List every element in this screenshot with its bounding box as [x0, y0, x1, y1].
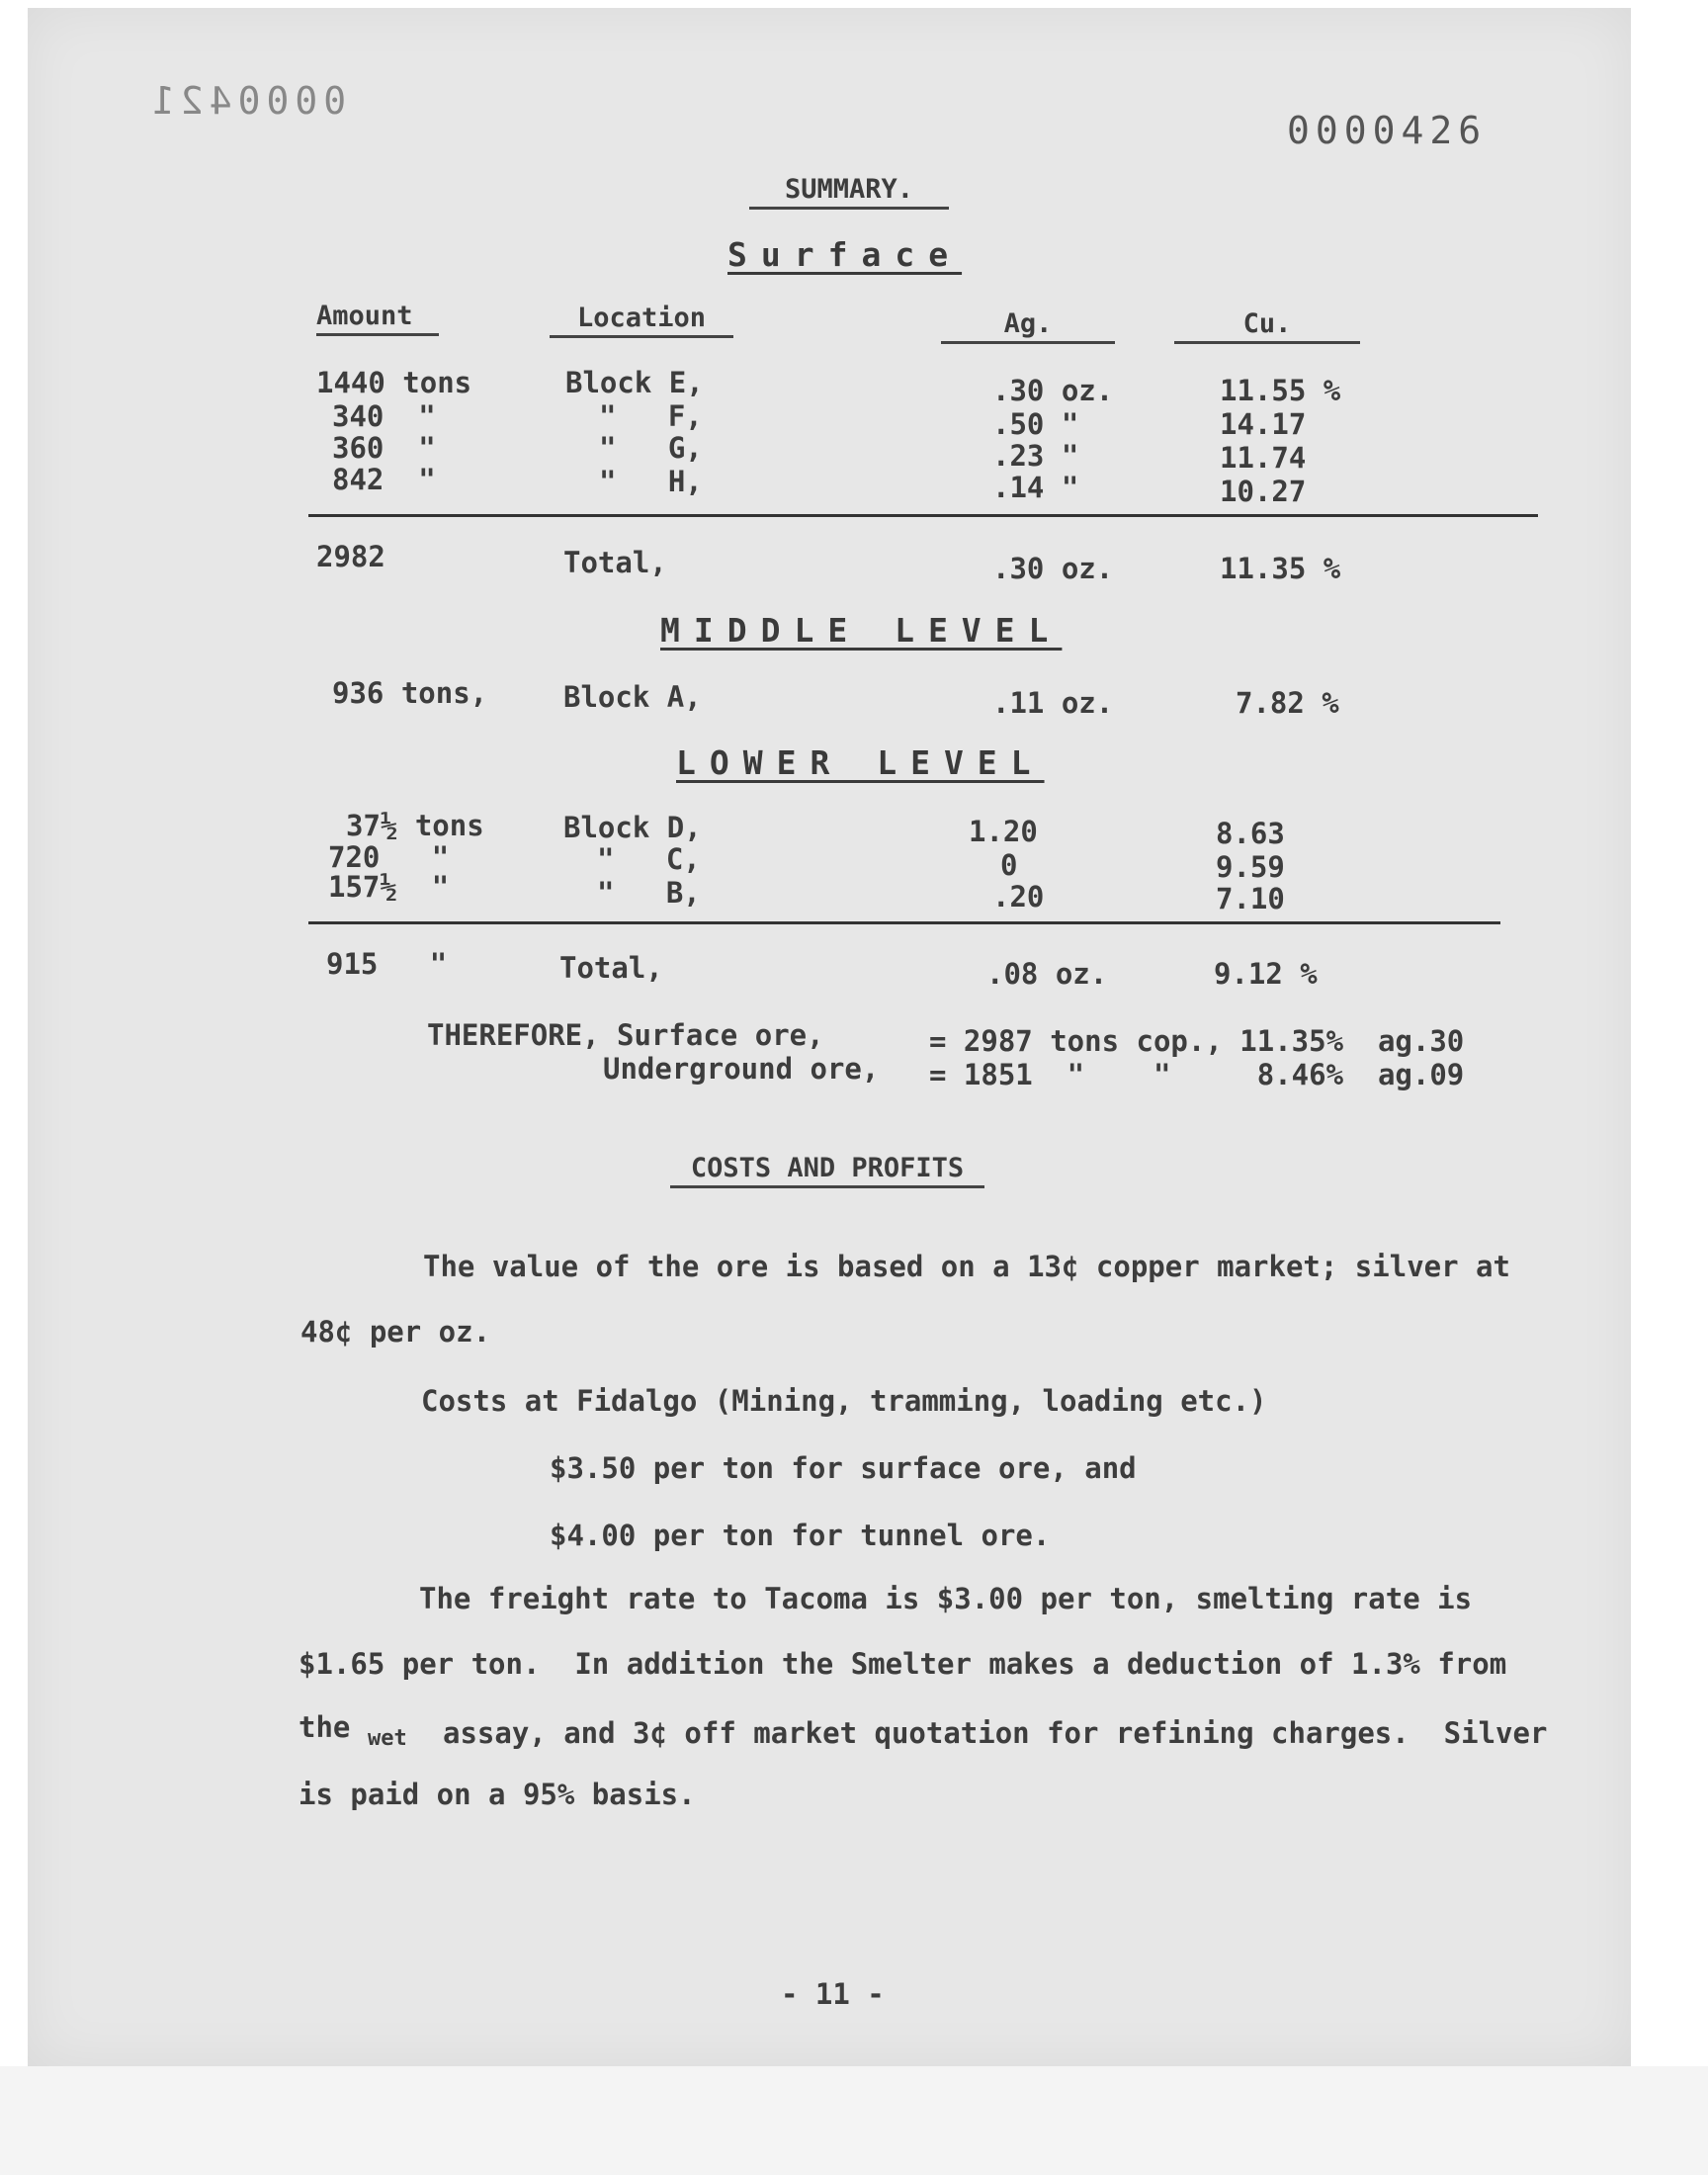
- cu-cell: 8.63: [1216, 817, 1285, 850]
- costs-title: COSTS AND PROFITS: [670, 1153, 984, 1188]
- ag-cell: .30 oz.: [992, 374, 1114, 407]
- cu-cell: 9.59: [1216, 850, 1285, 884]
- handwritten-insertion: wet: [368, 1726, 407, 1751]
- surface-heading: Surface: [727, 235, 963, 274]
- amount-cell: 842 ": [332, 463, 436, 496]
- cu-cell: 11.74: [1220, 441, 1307, 475]
- mirrored-page-stamp: 0000421: [146, 79, 347, 123]
- ag-cell: .11 oz.: [992, 686, 1114, 720]
- ag-cell: .30 oz.: [992, 552, 1114, 585]
- ag-cell: 1.20: [969, 815, 1038, 848]
- paragraph-line: assay, and 3¢ off market quotation for refining charges. Silver: [443, 1716, 1548, 1750]
- amount-cell: 1440 tons: [316, 366, 472, 399]
- cu-cell: 7.10: [1216, 882, 1285, 915]
- paragraph-line: The freight rate to Tacoma is $3.00 per ton, smelting rate is: [419, 1582, 1473, 1615]
- paragraph-line: $1.65 per ton. In addition the Smelter makes a deduction of 1.3% from: [299, 1647, 1507, 1681]
- ag-cell: .08 oz.: [986, 957, 1108, 991]
- amount-cell: 915 ": [326, 947, 448, 981]
- ag-cell: .14 ": [992, 471, 1079, 504]
- scan-margin: [0, 2066, 1708, 2175]
- location-cell: " F,: [599, 399, 703, 433]
- ag-cell: 0: [1000, 848, 1018, 882]
- location-cell: " C,: [597, 842, 701, 876]
- summary-title: SUMMARY.: [749, 174, 949, 210]
- cu-cell: 7.82 %: [1236, 686, 1339, 720]
- middle-level-heading: MIDDLE LEVEL: [660, 611, 1063, 650]
- amount-cell: 340 ": [332, 399, 436, 433]
- location-cell: " H,: [599, 465, 703, 498]
- location-cell: Block A,: [563, 680, 702, 714]
- cu-cell: 11.35 %: [1220, 552, 1341, 585]
- amount-cell: 37½ tons: [346, 809, 484, 842]
- location-cell: Total,: [563, 546, 667, 579]
- location-cell: " B,: [597, 876, 701, 910]
- cu-cell: 10.27: [1220, 475, 1307, 508]
- location-cell: Total,: [559, 951, 663, 985]
- paragraph-line: The value of the ore is based on a 13¢ copper market; silver at: [423, 1250, 1510, 1283]
- paragraph-line: is paid on a 95% basis.: [299, 1778, 696, 1811]
- therefore-underground-label: Underground ore,: [603, 1052, 880, 1086]
- amount-cell: 936 tons,: [332, 676, 488, 710]
- paragraph-line-start: the: [299, 1710, 351, 1744]
- cu-cell: 9.12 %: [1214, 957, 1318, 991]
- cu-header: Cu.: [1174, 308, 1360, 344]
- ag-header: Ag.: [941, 308, 1115, 344]
- therefore-surface-value: = 2987 tons cop., 11.35% ag.30: [929, 1024, 1465, 1058]
- lower-level-total-rule: [308, 921, 1500, 924]
- page-number: - 11 -: [781, 1977, 885, 2011]
- surface-total-rule: [308, 514, 1538, 517]
- amount-cell: 720 ": [328, 840, 450, 874]
- amount-cell: 360 ": [332, 431, 436, 465]
- ag-cell: .23 ": [992, 439, 1079, 473]
- page-stamp: 0000426: [1287, 109, 1488, 152]
- paragraph-line: $3.50 per ton for surface ore, and: [550, 1451, 1137, 1485]
- cu-cell: 11.55 %: [1220, 374, 1341, 407]
- location-cell: Block D,: [563, 811, 702, 844]
- paragraph-line: Costs at Fidalgo (Mining, tramming, loading etc.): [421, 1384, 1267, 1418]
- location-cell: " G,: [599, 431, 703, 465]
- paragraph-line: 48¢ per oz.: [300, 1315, 491, 1348]
- therefore-underground-value: = 1851 " " 8.46% ag.09: [929, 1058, 1465, 1091]
- ag-cell: .50 ": [992, 407, 1079, 441]
- amount-cell: 2982: [316, 540, 385, 573]
- lower-level-heading: LOWER LEVEL: [676, 743, 1045, 782]
- location-cell: Block E,: [565, 366, 704, 399]
- ag-cell: .20: [992, 880, 1045, 914]
- amount-cell: 157½ ": [328, 870, 450, 904]
- amount-header: Amount: [316, 301, 439, 336]
- therefore-surface-label: THEREFORE, Surface ore,: [427, 1018, 824, 1052]
- paragraph-line: $4.00 per ton for tunnel ore.: [550, 1519, 1051, 1552]
- location-header: Location: [550, 303, 733, 338]
- cu-cell: 14.17: [1220, 407, 1307, 441]
